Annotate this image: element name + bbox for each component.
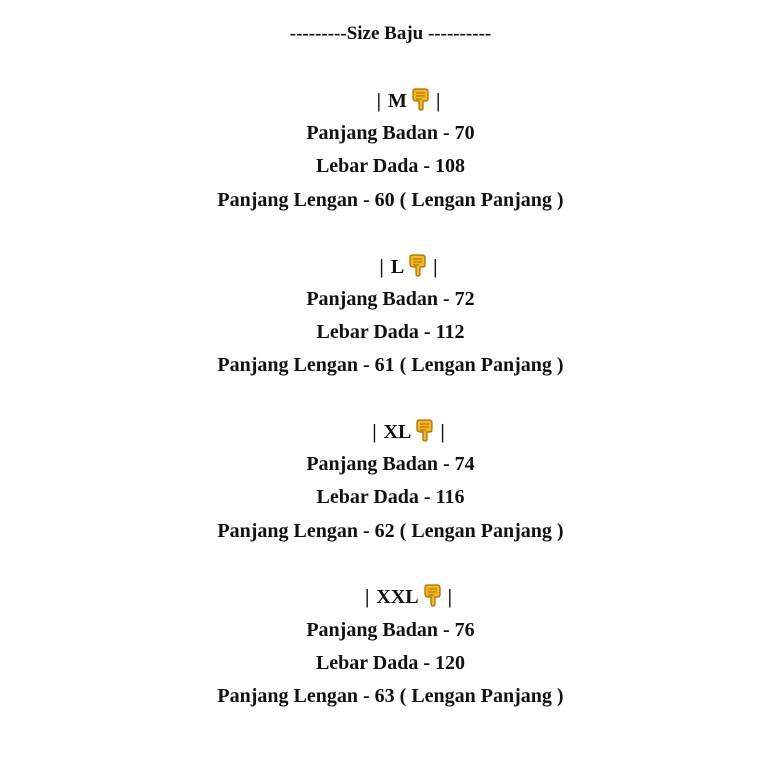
separator: |	[364, 586, 370, 608]
lebar-dada-xl: Lebar Dada - 116	[316, 486, 465, 508]
lebar-dada-xxl: Lebar Dada - 120	[315, 652, 466, 674]
separator: |	[379, 256, 384, 278]
separator: |	[376, 90, 382, 112]
lebar-dada-m: Lebar Dada - 108	[315, 155, 466, 177]
size-code: L	[390, 256, 405, 278]
backhand-index-pointing-down-icon	[414, 418, 436, 442]
size-code: XXL	[376, 586, 419, 608]
separator: |	[447, 586, 453, 608]
size-code: M	[388, 90, 407, 112]
size-heading-l	[0, 253, 781, 280]
panjang-badan-xxl: Panjang Badan - 76	[306, 619, 475, 641]
page-title: ---------Size Baju ----------	[289, 23, 492, 44]
backhand-index-pointing-down-icon	[410, 87, 432, 111]
separator: |	[433, 256, 438, 278]
backhand-index-pointing-down-icon	[422, 583, 444, 607]
panjang-lengan-xl: Panjang Lengan - 62 ( Lengan Panjang )	[217, 520, 564, 542]
separator: |	[372, 421, 377, 443]
panjang-lengan-m: Panjang Lengan - 60 ( Lengan Panjang )	[217, 189, 564, 211]
backhand-index-pointing-down-icon	[407, 253, 429, 277]
size-heading-xl	[0, 418, 781, 445]
panjang-badan-l: Panjang Badan - 72	[306, 288, 475, 310]
panjang-lengan-xxl: Panjang Lengan - 63 ( Lengan Panjang )	[217, 685, 564, 707]
panjang-lengan-l: Panjang Lengan - 61 ( Lengan Panjang )	[217, 354, 564, 376]
separator: |	[440, 421, 445, 443]
size-heading-m	[0, 87, 781, 114]
size-code: XL	[383, 421, 412, 443]
separator: |	[435, 90, 441, 112]
size-heading-xxl	[0, 583, 781, 610]
lebar-dada-l: Lebar Dada - 112	[316, 321, 465, 343]
panjang-badan-xl: Panjang Badan - 74	[306, 453, 475, 475]
panjang-badan-m: Panjang Badan - 70	[306, 122, 475, 144]
